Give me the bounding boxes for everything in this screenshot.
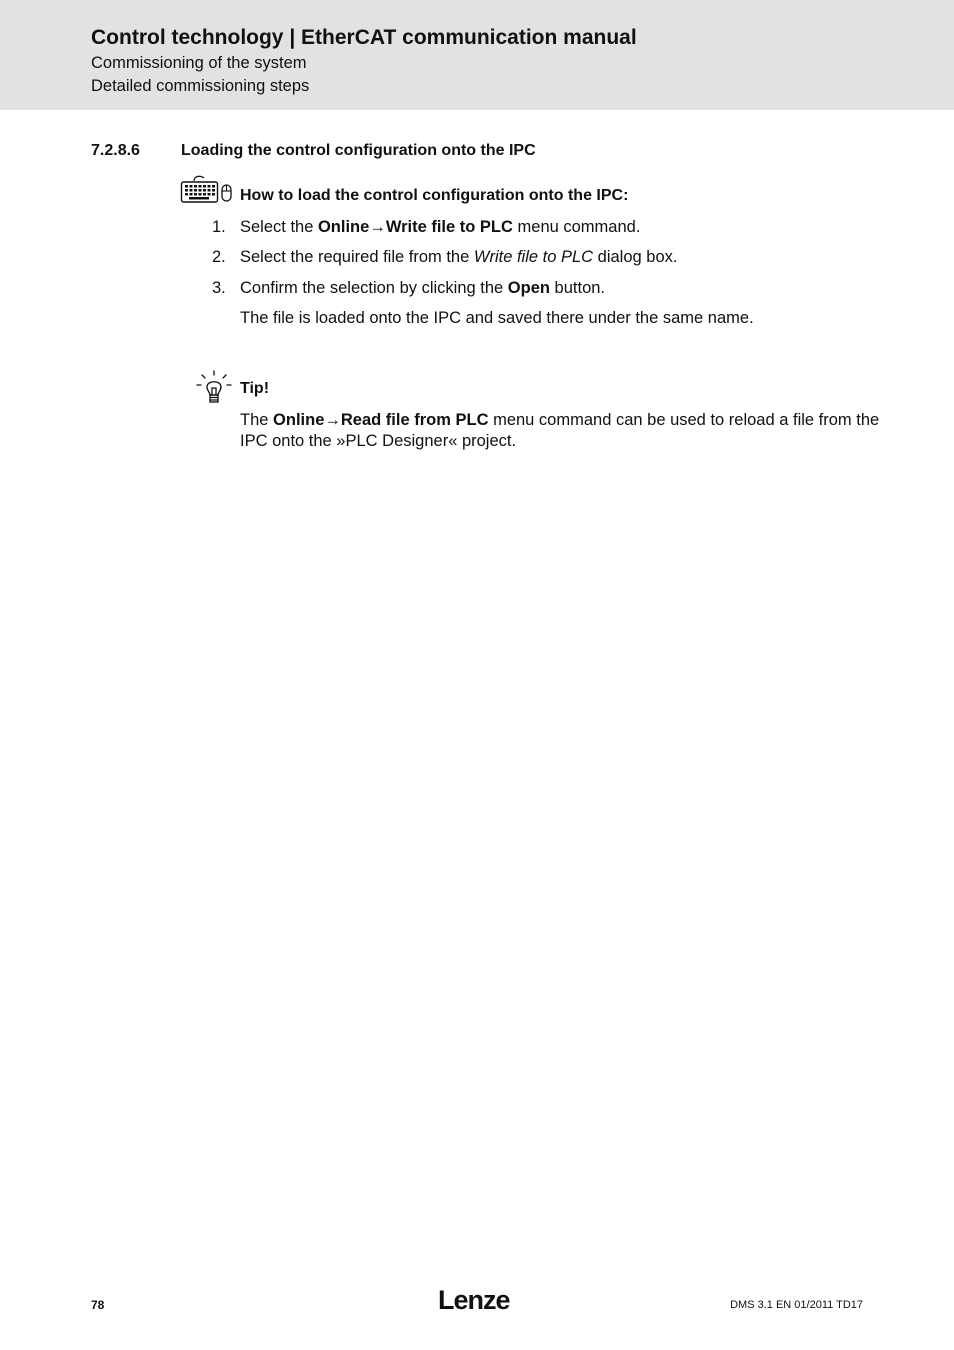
breadcrumb-section: Detailed commissioning steps [91,77,310,95]
menu-name: Online [317,218,370,236]
section-number: 7.2.8.6 [91,142,140,159]
howto-heading: How to load the control configuration onto the IPC: [240,187,629,204]
menu-name: Online [273,411,325,429]
step-number: 1. [212,218,226,236]
tip-text-part: menu command can be used to reload a file from the IPC onto the »PLC Designer« project. [240,411,880,450]
document-code: DMS 3.1 EN 01/2011 TD17 [730,1299,863,1311]
step-number: 3. [212,279,226,297]
menu-command: Write file to PLC [385,218,513,236]
step-text-part: dialog box. [593,248,678,266]
step-text-part: button. [549,279,606,297]
step-text [240,248,677,267]
tip-text [240,410,880,452]
menu-command: Read file from PLC [340,411,489,429]
section-title: Loading the control configuration onto the IPC [181,142,536,159]
step-text-part: Select the required file from the [240,248,474,266]
page-number: 78 [91,1298,105,1312]
button-name: Open [507,279,550,297]
step-text-part: Confirm the selection by clicking the [240,279,508,297]
menu-arrow: → [369,218,386,236]
document-title: Control technology | EtherCAT communication manual [91,26,637,49]
lenze-logo: Lenze [438,1285,510,1315]
tip-label: Tip! [240,380,270,397]
tip-text-part: The [240,411,274,429]
page-header [0,0,954,110]
menu-arrow: → [324,411,341,429]
step-result: The file is loaded onto the IPC and saved there under the same name. [240,309,754,327]
breadcrumb-chapter: Commissioning of the system [91,54,307,72]
step-text-part: menu command. [512,218,641,236]
step-text [240,279,605,298]
lightbulb-icon [196,370,232,406]
step-number: 2. [212,248,226,266]
keyboard-mouse-icon [180,173,234,205]
dialog-name: Write file to PLC [473,248,594,266]
step-text [240,218,640,237]
step-text-part: Select the [240,218,318,236]
